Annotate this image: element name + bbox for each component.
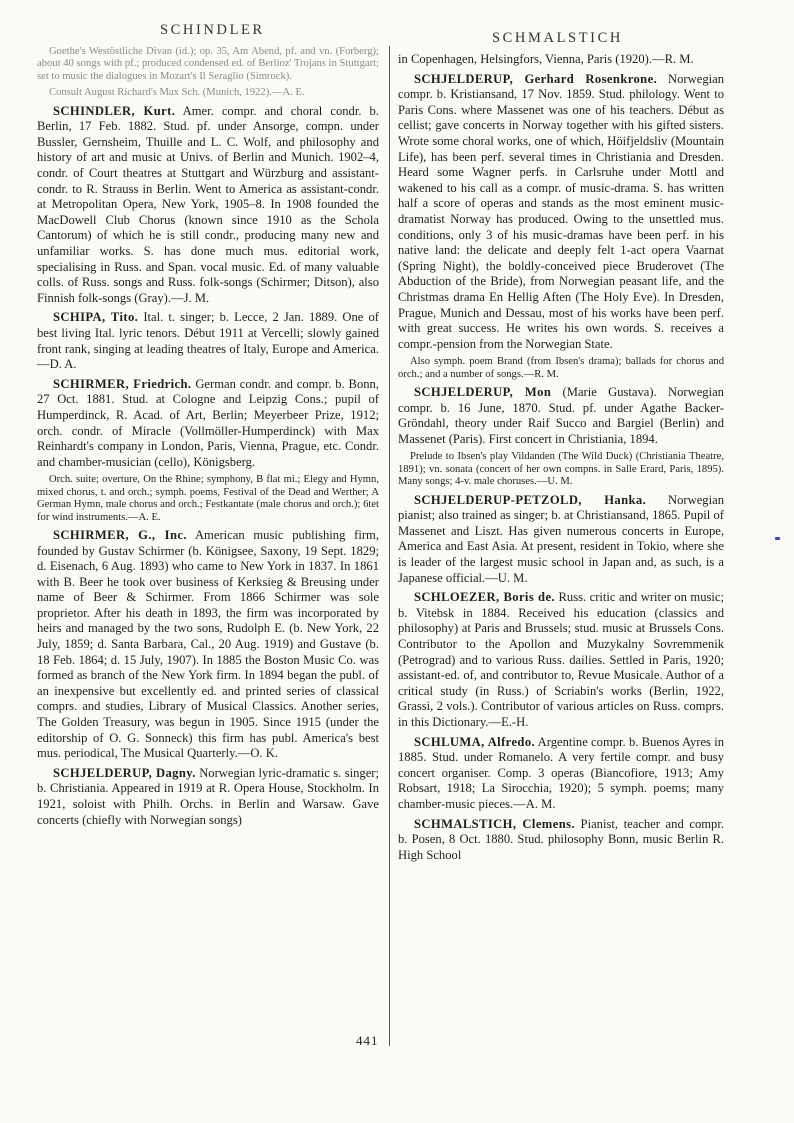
entry-schmalstich <box>398 817 724 864</box>
entry-schjelderup-dagny <box>37 766 379 828</box>
entry-works-list: Orch. suite; overture, On the Rhine; symphony, B flat mi.; Elegy and Hymn, mixed chorus, t. and orch.; symph. poems, Festival of the Dead and Werther; A German Hymn, male chorus and orch.; Festkantate (male chorus and orch.); 6tet for wind instruments.—A. E. <box>37 474 379 523</box>
entry-schluma <box>398 735 724 813</box>
entry-body: German condr. and compr. b. Bonn, 27 Oct. 1881. Stud. at Cologne and Leipzig Cons.; pupil of Humperdinck, R. Acad. of Art, Berlin; Meyerbeer Prize, 1912; orch. condr. of Miracle (Vollmöller-Humperdinck) with Max Reinhardt's company in London, Paris, Vienna, Prague, etc. Condr. and chamber-musician (cello), Königsberg. <box>37 376 379 469</box>
right-column <box>398 52 724 867</box>
entry-body: Russ. critic and writer on music; b. Vitebsk in 1884. Received his education (classics and philosophy) at Paris and Brussels; stud. music at Brussels Cons. Contributor to the Apollon and Muzykalny Sovremmenik (Petrograd) and to various Russ. dailies. Settled in Paris, 1920; assistant-ed. of, and contributor to, Revue Musicale. Author of a critical study (in Russ.) of Scriabin's works (Berlin, 1922, Grassi, 2 vols.). Contributor of various articles on Russ. comprs. in this Dictionary.—E.-H. <box>398 590 724 729</box>
entry-schjelderup-mon <box>398 385 724 447</box>
entry-body: Norwegian lyric-dramatic s. singer; b. Christiania. Appeared in 1919 at R. Opera House, Stockholm. In 1921, soloist with Philh. Orchs. in Berlin and Warsaw. Gave concerts (chiefly with Norwegian songs) <box>37 765 379 827</box>
entry-body: American music publishing firm, founded by Gustav Schirmer (b. Königsee, Saxony, 19 Sept. 1829; d. Eisenach, 6 Aug. 1893) who came to New York in 1837. In 1861 with B. Beer he took over business of Kerksieg & Breusing under name of Beer & Schirmer. From 1866 Schirmer was sole proprietor. After his death in 1893, the firm was incorporated by heirs and managed by the two sons, Rudolph E. (b. New York, 22 July, 1859; d. Santa Barbara, Cal., 20 Aug. 1919) and Gustave (b. 18 Feb. 1864; d. 15 July, 1907). In 1885 the Boston Music Co. was formed as branch of the New York firm. In 1894 began the publ. of an inexpensive but excellently ed. and printed series of classical comprs. and studies, Library of Musical Classics. Another series, The Golden Treasury, was begun in 1905. Since 1915 (under the editorship of O. G. Sonneck) this firm has publ. America's best mus. periodical, The Musical Quarterly.—O. K. <box>37 527 379 761</box>
entry-dagny-continued: in Copenhagen, Helsingfors, Vienna, Paris (1920).—R. M. <box>398 52 694 66</box>
running-head-right: SCHMALSTICH <box>492 30 623 46</box>
entry-headword: SCHLOEZER, Boris de. <box>414 590 555 605</box>
entry-body: Argentine compr. b. Buenos Ayres in 1885. Stud. under Romanelo. A very fertile compr. and busy concert organiser. Comp. 3 operas (Biancofiore, 1913; Amy Robsart, 1918; La Sirocchia, 1920); 5 symph. poems; many chamber-music pieces.—A. M. <box>398 734 725 811</box>
entry-schjelderup-petzold <box>398 493 724 587</box>
entry-headword: SCHJELDERUP, Gerhard Rosenkrone. <box>414 71 658 86</box>
entry-schirmer-inc <box>37 528 379 762</box>
entry-body: Norwegian pianist; also trained as singer; b. at Christiansand, 1865. Pupil of Massenet and Liszt. Has given numerous concerts in Europe, America and East Asia. At present, resident in Tokio, where she is leader of the largest music school in Japan and, as such, is a Japanese official.—U. M. <box>398 492 724 585</box>
column-divider <box>389 46 390 1046</box>
entry-body: Amer. compr. and choral condr. b. Berlin, 17 Feb. 1882. Stud. pf. under Ansorge, compn. under Bussler, Gernsheim, Thuille and L. C. Wolf, and philosophy and history of art and music at Univs. of Berlin and Munich. 1902–4, condr. of Court theatres at Stuttgart and Würzburg and assistant-condr. to R. Strauss in Berlin. Went to America as assistant-condr. at Metropolitan Opera, New York, 1905–8. In 1908 founded the MacDowell Club Chorus (known since 1910 as the Schola Cantorum) of which he is still condr., producing many new and unfamiliar works. S. has done much mus. editorial work, specialising in Russ. and Span. vocal music. Ed. of many valuable colls. of Russ. songs and Russ. folk-songs (Schirmer; Ditson), also Finnish folk-songs (Gray).—J. M. <box>37 103 380 305</box>
entry-headword: SCHJELDERUP, Dagny. <box>53 765 196 780</box>
entry-body: Norwegian compr. b. Kristiansand, 17 Nov. 1859. Stud. philology. Went to Paris Cons. where Massenet was one of his teachers. Début as cellist; gave concerts in Norway together with his gifted sisters. Wrote some choral works, one of which, Höifjeldsliv (Mountain Life), has been perf. several times in Christiania and Dresden. Heard some Wagner perfs. in Carlsruhe under Mottl and wakened to his call as a compr. of music-drama. S. has written half a score of operas and stands as the most eminent music-dramatist Norway has produced. Owing to the unsettled mus. conditions, only 3 of his music-dramas have been perf. in his native land: the delicate and deeply felt 1-act opera Vaarnat (Spring Night), the boldly-conceived piece Bruderovet (The Abduction of the Bride), from Norwegian peasant life, and the Christmas drama En Hellig Aften (The Holy Eve). In Dresden, Prague, Munich and Dessau, most of his works have been perf. with great success. He writes his own words. S. receives a compr.-pension from the Norwegian State. <box>398 71 724 351</box>
page-number: 441 <box>356 1033 379 1048</box>
entry-schjelderup-gerhard <box>398 72 724 353</box>
entry-schipa <box>37 310 379 372</box>
entry-schloezer <box>398 590 724 730</box>
schindler-continuation-works: Goethe's Westöstliche Divan (id.); op. 35, Am Abend, pf. and vn. (Forberg); about 40 songs with pf.; produced condensed ed. of Berlioz' Trojans in Stuttgart; set to music the dialogues in Mozart's Il Seraglio (Simrock). <box>37 46 379 82</box>
entry-headword: SCHJELDERUP-PETZOLD, Hanka. <box>414 492 647 507</box>
entry-headword: SCHINDLER, Kurt. <box>53 103 176 118</box>
entry-headword: SCHIRMER, G., Inc. <box>53 527 187 542</box>
entry-headword: SCHJELDERUP, Mon <box>414 385 552 400</box>
entry-works-list: Also symph. poem Brand (from Ibsen's drama); ballads for chorus and orch.; and a number of songs.—R. M. <box>398 356 724 380</box>
running-head-left: SCHINDLER <box>160 22 265 38</box>
entry-headword: SCHIPA, Tito. <box>53 310 139 325</box>
entry-body: Pianist, teacher and compr. b. Posen, 8 Oct. 1880. Stud. philosophy Bonn, music Berlin R. High School <box>398 816 724 862</box>
entry-headword: SCHIRMER, Friedrich. <box>53 376 192 391</box>
schindler-consult-note: Consult August Richard's Max Sch. (Munich, 1922).—A. E. <box>49 87 305 99</box>
left-column <box>37 46 379 832</box>
entry-body: Ital. t. singer; b. Lecce, 2 Jan. 1889. One of best living Ital. lyric tenors. Début 1911 at Vercelli; slowly gained front rank, singing at leading theatres of Italy, Europe and America.—D. A. <box>37 310 380 372</box>
entry-schindler-kurt <box>37 104 379 307</box>
entry-headword: SCHLUMA, Alfredo. <box>414 734 536 749</box>
entry-schirmer-friedrich <box>37 377 379 471</box>
entry-works-list: Prelude to Ibsen's play Vildanden (The Wild Duck) (Christiania Theatre, 1891); vn. sonata (concert of her own compns. in Salle Erard, Paris, 1895). Many songs; 4-v. male choruses.—U. M. <box>398 451 724 488</box>
margin-ink-mark <box>775 537 780 540</box>
entry-headword: SCHMALSTICH, Clemens. <box>414 816 575 831</box>
entry-body: (Marie Gustava). Norwegian compr. b. 16 June, 1870. Stud. pf. under Agathe Backer-Gröndahl, theory under Raif Succo and Bargiel (Berlin) and Massenet (Paris). First concert in Christiania, 1894. <box>398 385 724 446</box>
